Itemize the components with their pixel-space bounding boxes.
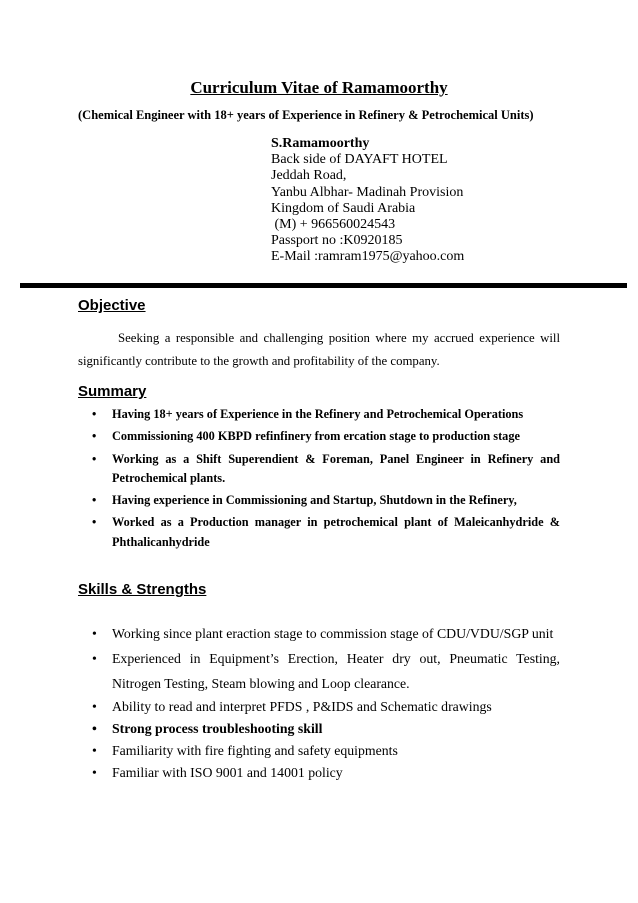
contact-name: S.Ramamoorthy	[271, 136, 370, 151]
list-item	[92, 427, 560, 446]
bullet-icon: •	[92, 721, 97, 736]
bullet-icon: •	[92, 493, 97, 508]
bullet-icon: •	[92, 743, 97, 758]
skills-heading: Skills & Strengths	[78, 581, 207, 598]
horizontal-divider	[20, 283, 627, 288]
bullet-icon: •	[92, 699, 97, 714]
skills-item-text: Ability to read and interpret PFDS , P&IDS and Schematic drawings	[112, 699, 492, 714]
passport-number: Passport no :K0920185	[271, 233, 403, 249]
summary-item-text: Working as a Shift Superendient & Foreman, Panel Engineer in Refinery and Petrochemical plants.	[112, 451, 560, 485]
skills-item-text: Strong process troubleshooting skill	[112, 721, 323, 736]
list-item	[92, 621, 560, 646]
bullet-icon: •	[92, 765, 97, 780]
list-item	[92, 491, 560, 510]
bullet-icon: •	[92, 429, 97, 444]
address-line-2: Jeddah Road,	[271, 168, 347, 184]
list-item	[92, 405, 560, 424]
bullet-icon: •	[92, 407, 97, 421]
skills-item-text: Experienced in Equipment’s Erection, Heater dry out, Pneumatic Testing, Nitrogen Testing, Steam blowing and Loop clearance.	[112, 651, 560, 691]
bullet-icon: •	[92, 515, 97, 530]
skills-item-text: Working since plant eraction stage to commission stage of CDU/VDU/SGP unit	[112, 626, 554, 641]
list-item	[92, 646, 560, 696]
bullet-icon: •	[92, 451, 97, 466]
document-subtitle: (Chemical Engineer with 18+ years of Experience in Refinery & Petrochemical Units)	[78, 108, 534, 122]
summary-item-text: Having 18+ years of Experience in the Refinery and Petrochemical Operations	[112, 407, 524, 421]
address-line-4: Kingdom of Saudi Arabia	[271, 200, 416, 216]
list-item	[92, 762, 560, 784]
email-address: E-Mail :ramram1975@yahoo.com	[271, 249, 465, 265]
summary-heading: Summary	[78, 383, 147, 400]
skills-item-text: Familiarity with fire fighting and safety equipments	[112, 743, 398, 758]
skills-item-text: Familiar with ISO 9001 and 14001 policy	[112, 765, 343, 780]
document-title: Curriculum Vitae of Ramamoorthy	[190, 78, 448, 97]
skills-list	[92, 621, 560, 784]
summary-item-text: Having experience in Commissioning and Startup, Shutdown in the Refinery,	[112, 493, 517, 508]
objective-text: Seeking a responsible and challenging position where my accrued experience will significantly contribute to the growth and profitability of the company.	[78, 331, 560, 368]
mobile-number: (M) + 966560024543	[271, 217, 396, 233]
list-item	[92, 718, 560, 740]
objective-heading: Objective	[78, 297, 146, 314]
list-item	[92, 513, 560, 552]
bullet-icon: •	[92, 651, 97, 666]
address-line-1: Back side of DAYAFT HOTEL	[271, 152, 448, 168]
contact-block	[271, 136, 464, 266]
bullet-icon: •	[92, 626, 97, 641]
address-line-3: Yanbu Albhar- Madinah Provision	[271, 184, 464, 200]
list-item	[92, 450, 560, 489]
summary-item-text: Worked as a Production manager in petrochemical plant of Maleicanhydride & Phthalicanhydride	[112, 515, 560, 549]
list-item	[92, 696, 560, 718]
summary-item-text: Commissioning 400 KBPD refinfinery from ercation stage to production stage	[112, 429, 520, 444]
summary-list	[92, 405, 560, 555]
list-item	[92, 740, 560, 762]
